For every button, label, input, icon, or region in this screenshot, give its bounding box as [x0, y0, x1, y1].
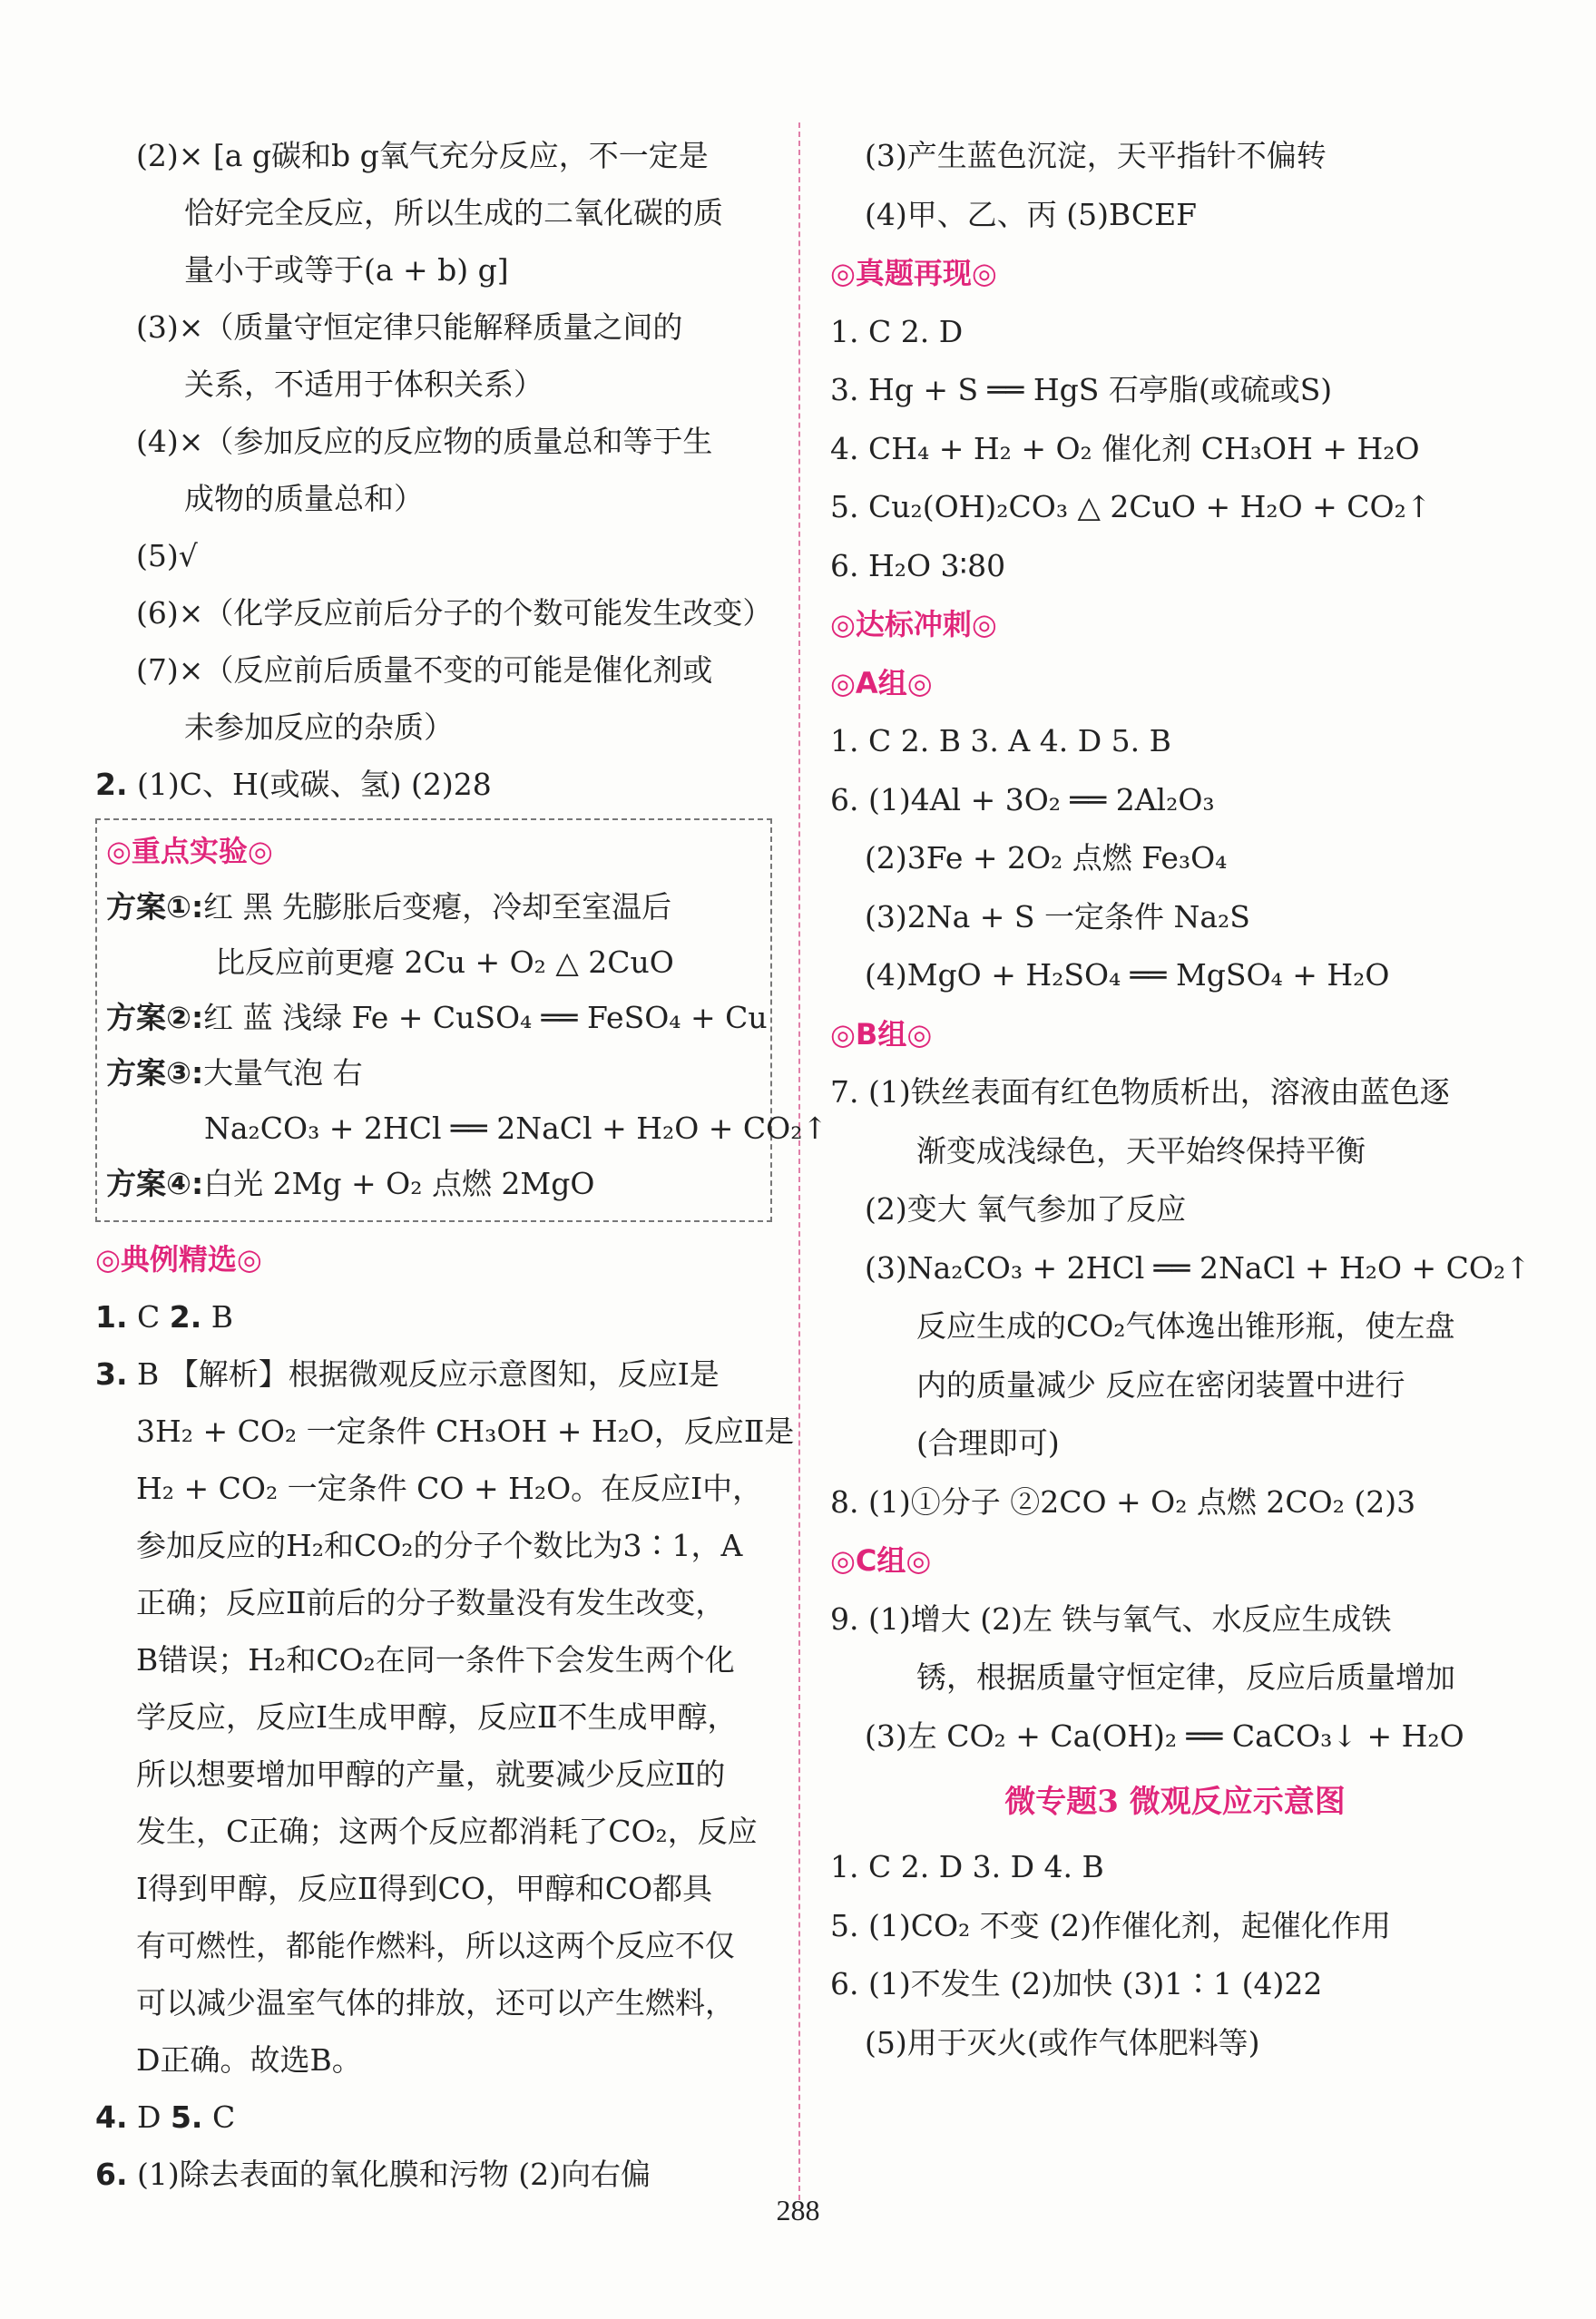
answer-text: 红 黑 先膨胀后变瘪，冷却至室温后 — [203, 889, 672, 925]
answer-line: 8. (1)①分子 ②2CO + O₂ 点燃 2CO₂ (2)3 — [830, 1483, 1416, 1520]
answer-text: 红 蓝 浅绿 Fe + CuSO₄ ══ FeSO₄ + Cu — [203, 1000, 768, 1035]
scheme-label: 方案④: — [106, 1166, 204, 1201]
answer-text: B — [211, 1299, 234, 1335]
question-number: 5. — [170, 2099, 203, 2135]
answer-text: 大量气泡 右 — [203, 1055, 363, 1091]
answer-line: 可以减少温室气体的排放，还可以产生燃料， — [136, 1985, 735, 2021]
answer-line: 所以想要增加甲醇的产量，就要减少反应Ⅱ的 — [136, 1756, 726, 1792]
answer-line: (3)2Na + S 一定条件 Na₂S — [865, 898, 1250, 934]
answer-line — [95, 2089, 771, 2146]
answer-line: (3)Na₂CO₃ + 2HCl ══ 2NaCl + H₂O + CO₂↑ — [865, 1249, 1531, 1286]
answer-line: 正确；反应Ⅱ前后的分子数量没有发生改变， — [136, 1585, 726, 1620]
answer-line: 关系，不适用于体积关系） — [184, 367, 543, 402]
answer-line: Ⅰ得到甲醇，反应Ⅱ得到CO，甲醇和CO都具 — [136, 1871, 713, 1906]
answer-line: 6. (1)4Al + 3O₂ ══ 2Al₂O₃ — [830, 781, 1215, 817]
answer-line: 5. Cu₂(OH)₂CO₃ △ 2CuO + H₂O + CO₂↑ — [830, 489, 1432, 524]
answer-line: 4. CH₄ + H₂ + O₂ 催化剂 CH₃OH + H₂O — [830, 430, 1420, 466]
section-heading: ◎达标冲刺◎ — [830, 607, 997, 641]
answer-line: (3)左 CO₂ + Ca(OH)₂ ══ CaCO₃↓ + H₂O — [865, 1717, 1464, 1754]
answer-line — [95, 1345, 771, 1403]
answer-line: H₂ + CO₂ 一定条件 CO + H₂O。在反应Ⅰ中， — [136, 1471, 763, 1506]
scheme-label: 方案①: — [106, 889, 204, 925]
answer-line: 9. (1)增大 (2)左 铁与氧气、水反应生成铁 — [830, 1600, 1392, 1637]
answer-line: (2)3Fe + 2O₂ 点燃 Fe₃O₄ — [865, 840, 1228, 876]
answer-line: (5)√ — [136, 538, 198, 573]
section-heading: ◎A组◎ — [830, 665, 933, 700]
left-column — [95, 127, 828, 2203]
answer-line: 成物的质量总和） — [184, 481, 424, 516]
answer-line: 内的质量减少 反应在密闭装置中进行 — [916, 1366, 1405, 1403]
answer-line: 1. C 2. D 3. D 4. B — [830, 1849, 1104, 1884]
answer-line: B错误；H₂和CO₂在同一条件下会发生两个化 — [136, 1642, 735, 1678]
answer-line: 渐变成浅绿色，天平始终保持平衡 — [916, 1132, 1366, 1169]
scheme-label: 方案③: — [106, 1055, 204, 1091]
answer-line: 5. (1)CO₂ 不变 (2)作催化剂，起催化作用 — [830, 1907, 1391, 1943]
topic-title: 微专题3 微观反应示意图 — [1004, 1784, 1346, 1820]
answer-line: D正确。故选B。 — [136, 2042, 362, 2078]
answer-line — [106, 879, 761, 934]
section-heading: ◎重点实验◎ — [106, 834, 273, 868]
answer-line: 发生，C正确；这两个反应都消耗了CO₂，反应 — [136, 1814, 758, 1849]
answer-line: 反应生成的CO₂气体逸出锥形瓶，使左盘 — [916, 1308, 1455, 1344]
answer-line: 锈，根据质量守恒定律，反应后质量增加 — [916, 1659, 1455, 1695]
column-divider — [798, 122, 800, 2200]
answer-line: 7. (1)铁丝表面有红色物质析出，溶液由蓝色逐 — [830, 1074, 1450, 1110]
scheme-label: 方案②: — [106, 1000, 204, 1035]
answer-line — [95, 1288, 771, 1345]
answer-line — [95, 756, 771, 813]
answer-line — [106, 1156, 761, 1211]
answer-line: 有可燃性，都能作燃料，所以这两个反应不仅 — [136, 1928, 735, 1963]
answer-line: 3H₂ + CO₂ 一定条件 CH₃OH + H₂O，反应Ⅱ是 — [136, 1414, 795, 1449]
answer-line: 1. C 2. D — [830, 313, 964, 349]
answer-text: (1)C、H(或碳、氢) (2)28 — [137, 767, 492, 802]
answer-line: (2)变大 氧气参加了反应 — [865, 1191, 1187, 1227]
answer-line: 参加反应的H₂和CO₂的分子个数比为3∶1，A — [136, 1528, 743, 1563]
answer-text: 白光 2Mg + O₂ 点燃 2MgO — [203, 1166, 595, 1201]
section-heading: ◎C组◎ — [830, 1543, 932, 1578]
answer-line: 恰好完全反应，所以生成的二氧化碳的质 — [184, 195, 723, 230]
answer-line: (5)用于灭火(或作气体肥料等) — [865, 2024, 1260, 2060]
section-heading: ◎真题再现◎ — [830, 256, 997, 290]
answer-line: (6)×（化学反应前后分子的个数可能发生改变） — [136, 595, 773, 631]
answer-line: (4)MgO + H₂SO₄ ══ MgSO₄ + H₂O — [865, 957, 1390, 993]
question-number: 3. — [95, 1356, 128, 1392]
question-number: 6. — [95, 2157, 128, 2192]
answer-line: 未参加反应的杂质） — [184, 709, 454, 745]
answer-line: 比反应前更瘪 2Cu + O₂ △ 2CuO — [215, 944, 674, 980]
page-number: 288 — [776, 2194, 820, 2226]
answer-text: C — [137, 1299, 170, 1335]
answer-line: (2)× [a g碳和b g氧气充分反应，不一定是 — [136, 138, 709, 173]
section-heading: ◎典例精选◎ — [95, 1242, 262, 1277]
answer-line: (7)×（反应前后质量不变的可能是催化剂或 — [136, 652, 713, 688]
answer-line: (3)×（质量守恒定律只能解释质量之间的 — [136, 309, 683, 345]
answer-line — [106, 1045, 761, 1101]
answer-text: (1)除去表面的氧化膜和污物 (2)向右偏 — [137, 2157, 651, 2192]
section-heading: ◎B组◎ — [830, 1016, 933, 1052]
right-column — [830, 127, 1531, 2072]
question-number: 4. — [95, 2099, 128, 2135]
question-number: 1. — [95, 1299, 128, 1335]
answer-line: (4)×（参加反应的反应物的质量总和等于生 — [136, 424, 713, 459]
answer-line: (3)产生蓝色沉淀，天平指针不偏转 — [865, 138, 1327, 173]
answer-line: 量小于或等于(a + b) g] — [184, 252, 509, 288]
answer-line: (4)甲、乙、丙 (5)BCEF — [865, 196, 1198, 232]
answer-line: 6. H₂O 3∶80 — [830, 547, 1006, 583]
question-number: 2. — [169, 1299, 202, 1335]
answer-line: Na₂CO₃ + 2HCl ══ 2NaCl + H₂O + CO₂↑ — [204, 1111, 828, 1146]
answer-line: 3. Hg + S ══ HgS 石亭脂(或硫或S) — [830, 372, 1333, 407]
answer-line: 1. C 2. B 3. A 4. D 5. B — [830, 723, 1171, 758]
answer-text: B 【解析】根据微观反应示意图知，反应Ⅰ是 — [137, 1356, 720, 1392]
answer-line: (合理即可) — [916, 1425, 1060, 1461]
answer-line — [106, 990, 768, 1045]
answer-line: 学反应，反应Ⅰ生成甲醇，反应Ⅱ不生成甲醇， — [136, 1699, 738, 1735]
question-number: 2. — [95, 767, 128, 802]
answer-line: 6. (1)不发生 (2)加快 (3)1∶1 (4)22 — [830, 1966, 1323, 2001]
key-experiment-box — [95, 818, 828, 1222]
answer-text: C — [211, 2099, 236, 2135]
answer-text: D — [137, 2099, 171, 2135]
